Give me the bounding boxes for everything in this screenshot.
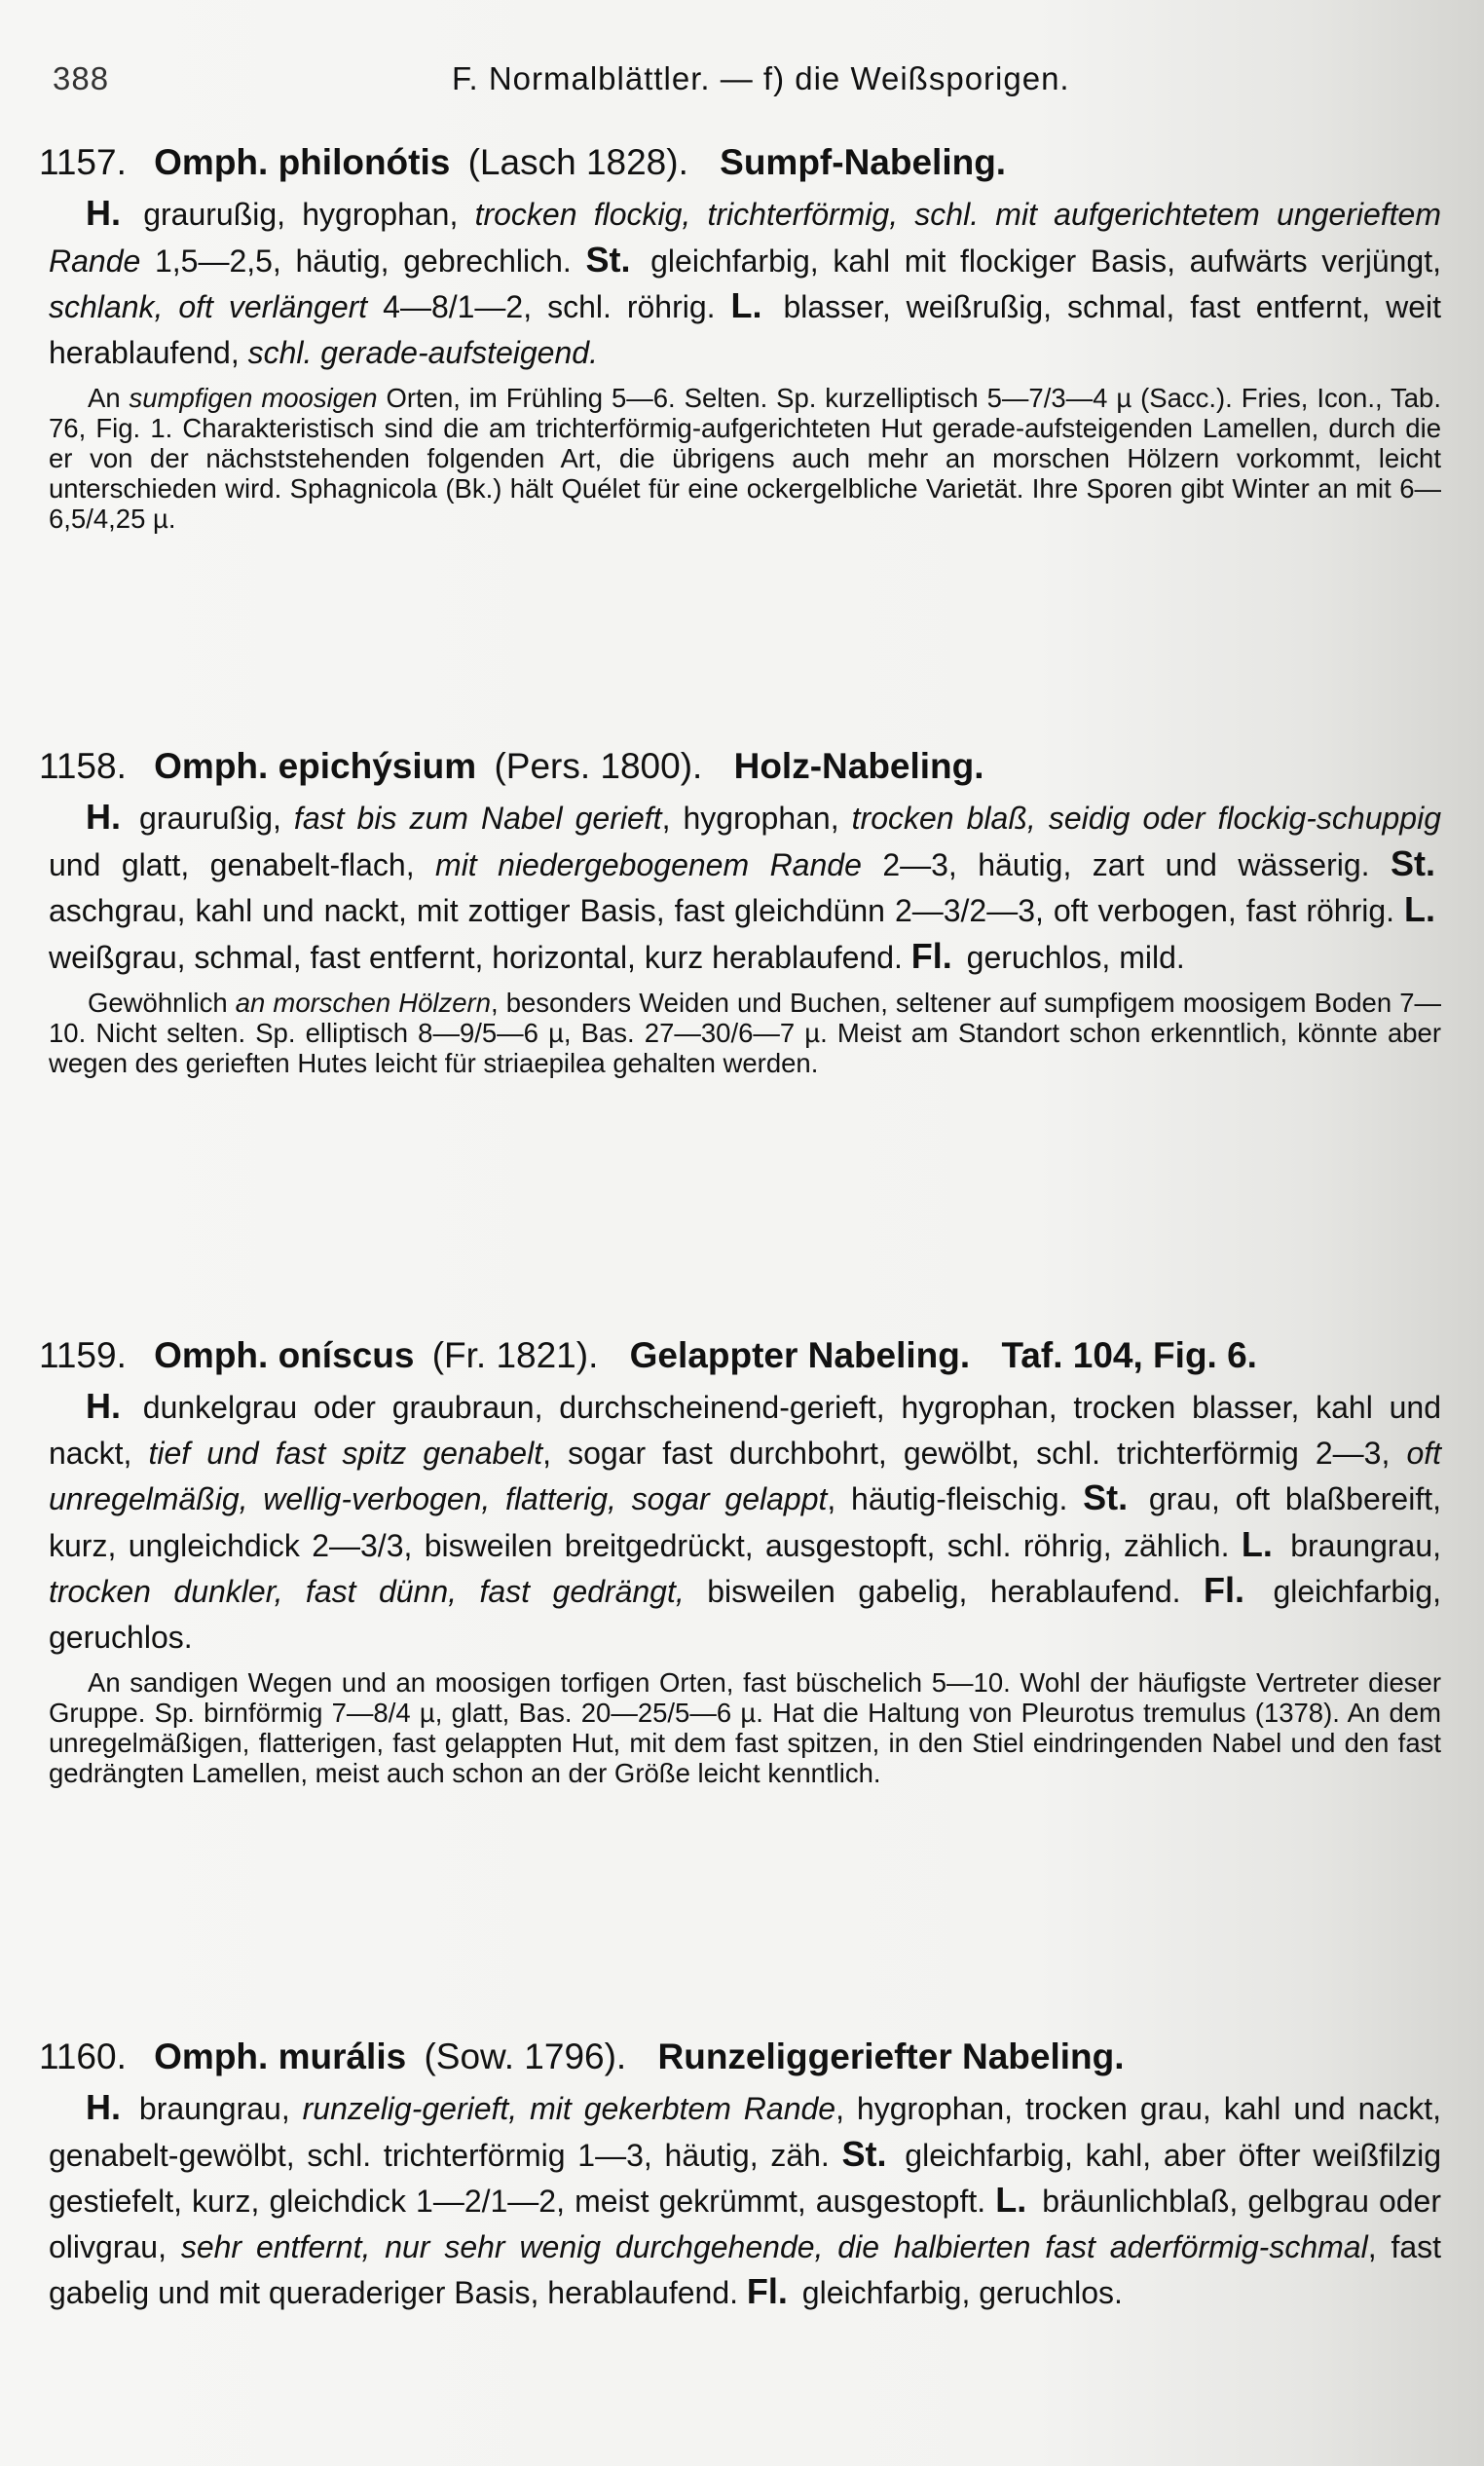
text-run: 4—8/1—2, schl. röhrig. — [367, 289, 731, 324]
species-name: Omph. murális — [154, 2036, 407, 2076]
entry-number: 1159. — [39, 1335, 127, 1375]
italic-text: runzelig-gerieft, mit gekerbtem Rande — [302, 2091, 836, 2126]
italic-text: trocken dunkler, fast dünn, fast gedrängt, — [49, 1574, 685, 1609]
section-key-label: H. — [86, 797, 121, 837]
entry-title — [39, 2031, 1441, 2083]
italic-text: tief und fast spitz genabelt — [148, 1435, 543, 1471]
text-run: braungrau, — [1278, 1527, 1441, 1563]
running-title: F. Normalblättler. — f) die Weißsporigen. — [452, 60, 1070, 96]
section-key-label: L. — [1404, 889, 1435, 929]
species-entry-1158 — [39, 740, 1441, 1078]
common-name: Holz-Nabeling. — [733, 746, 984, 786]
text-run: gleichfarbig, geruchlos. — [793, 2275, 1123, 2310]
species-name: Omph. epichýsium — [154, 746, 477, 786]
section-key-label: Fl. — [746, 2271, 788, 2311]
text-run: blasser, weißrußig, schmal, fast entfernt, weit herablaufend, — [49, 289, 1442, 370]
italic-text: an morschen Hölzern — [235, 988, 491, 1018]
common-name: Sumpf-Nabeling. — [720, 142, 1007, 182]
text-run: Orten, im Frühling 5—6. Selten. Sp. kurzelliptisch 5—7/3—4 µ (Sacc.). Fries, Icon., Tab. 76, Fig. 1. Charakteristisch sind die am trichterförmig-aufgerichteten Hut gerade-aufsteigenden Lamellen, durch die er von der nächststehenden folgenden Art, die übrigens auch mehr an morschen Hölzern vorkommt, leicht unterschieden wird. Sphagnicola (Bk.) hält Quélet für eine ockergelbliche Varietät. Ihre Sporen gibt Winter an mit 6—6,5/4,25 µ. — [49, 383, 1441, 534]
text-run: , fast gabelig und mit queraderiger Basis, herablaufend. — [49, 2228, 1442, 2310]
entry-title — [39, 1329, 1441, 1382]
section-key-label: L. — [730, 285, 762, 325]
text-run: gleichfarbig, kahl, aber öfter weißfilzig gestiefelt, kurz, gleichdick 1—2/1—2, meist gekrümmt, ausgestopft. — [49, 2137, 1442, 2219]
section-key-label: H. — [86, 2087, 121, 2127]
species-author: (Fr. 1821). — [431, 1335, 599, 1375]
entry-number: 1158. — [39, 746, 127, 786]
entry-title — [39, 136, 1441, 189]
plate-reference: Taf. 104, Fig. 6. — [1001, 1335, 1257, 1375]
text-run: geruchlos, mild. — [957, 939, 1185, 975]
text-run: 1,5—2,5, häutig, gebrechlich. — [140, 243, 586, 279]
entry-description — [39, 191, 1441, 375]
text-run: aschgrau, kahl und nackt, mit zottiger Basis, fast gleichdünn 2—3/2—3, oft verbogen, fast röhrig. — [49, 893, 1404, 928]
entry-description — [39, 2085, 1441, 2316]
species-entry-1159 — [39, 1329, 1441, 1788]
italic-text: schl. gerade-aufsteigend. — [247, 334, 598, 370]
italic-text: sehr entfernt, nur sehr wenig durchgehende, die halbierten fast aderförmig-schmal — [180, 2228, 1368, 2264]
common-name: Runzeliggeriefter Nabeling. — [657, 2036, 1125, 2076]
species-author: (Pers. 1800). — [494, 746, 703, 786]
entry-description — [39, 795, 1441, 980]
italic-text: sumpfigen moosigen — [129, 383, 378, 413]
section-key-label: L. — [1241, 1523, 1273, 1564]
text-run: 2—3, häutig, zart und wässerig. — [861, 846, 1391, 882]
species-name: Omph. philonótis — [154, 142, 451, 182]
text-run: , häutig-fleischig. — [827, 1481, 1084, 1516]
text-run: , besonders Weiden und Buchen, seltener auf sumpfigem moosigem Boden 7—10. Nicht selten. Sp. elliptisch 8—9/5—6 µ, Bas. 27—30/6—7 µ. Meist am Standort schon erkenntlich, könnte aber wegen des gerieften Hutes leicht für striaepilea gehalten werden. — [49, 988, 1441, 1078]
section-key-label: St. — [1083, 1477, 1129, 1517]
text-run: , hygrophan, — [661, 801, 852, 836]
section-key-label: St. — [841, 2133, 887, 2174]
section-key-label: St. — [1391, 842, 1436, 883]
text-run: und glatt, genabelt-flach, — [49, 846, 436, 882]
entry-number: 1157. — [39, 142, 127, 182]
text-run: braungrau, — [127, 2091, 303, 2126]
italic-text: schlank, oft verlängert — [49, 289, 368, 324]
entry-title — [39, 740, 1441, 793]
text-run: weißgrau, schmal, fast entfernt, horizontal, kurz herablaufend. — [49, 939, 911, 975]
text-run: dunkelgrau oder graubraun, durchscheinend-gerieft, hygrophan, trocken blasser, kahl und nackt, — [49, 1390, 1441, 1471]
text-run: An — [88, 383, 130, 413]
text-run: graurußig, — [127, 801, 294, 836]
text-run: Gewöhnlich — [88, 988, 236, 1018]
text-run: , hygrophan, trocken grau, kahl und nackt, genabelt-gewölbt, schl. trichterförmig 1—3, häutig, zäh. — [49, 2091, 1442, 2173]
text-run: gleichfarbig, geruchlos. — [49, 1574, 1442, 1655]
italic-text: trocken flockig, trichterförmig, schl. mit aufgerichtetem ungerieftem Rande — [49, 197, 1442, 279]
text-run: An sandigen Wegen und an moosigen torfigen Orten, fast büschelich 5—10. Wohl der häufigste Vertreter dieser Gruppe. Sp. birnförmig 7—8/4 µ, glatt, Bas. 20—25/5—6 µ. Hat die Haltung von Pleurotus tremulus (1378). An dem unregelmäßigen, flatterigen, fast gelappten Hut, mit dem fast spitzen, in den Stiel eindringenden Nabel und den fast gedrängten Lamellen, meist auch schon an der Größe leicht kenntlich. — [49, 1667, 1441, 1788]
entry-note — [39, 383, 1441, 534]
species-author: (Lasch 1828). — [467, 142, 688, 182]
text-run: gleichfarbig, kahl mit flockiger Basis, aufwärts verjüngt, — [636, 243, 1442, 279]
text-run: , sogar fast durchbohrt, gewölbt, schl. trichterförmig 2—3, — [542, 1435, 1407, 1471]
page-header — [53, 60, 1338, 109]
italic-text: oft unregelmäßig, wellig-verbogen, flatterig, sogar gelappt — [49, 1435, 1442, 1516]
entry-description — [39, 1384, 1441, 1660]
species-author: (Sow. 1796). — [424, 2036, 627, 2076]
entry-number: 1160. — [39, 2036, 127, 2076]
italic-text: trocken blaß, seidig oder flockig-schuppig — [851, 801, 1441, 836]
italic-text: fast bis zum Nabel gerieft — [293, 801, 662, 836]
section-key-label: H. — [86, 1386, 121, 1426]
section-key-label: Fl. — [910, 935, 952, 976]
section-key-label: St. — [585, 239, 631, 280]
section-key-label: Fl. — [1204, 1570, 1245, 1610]
page-number: 388 — [53, 60, 110, 96]
section-key-label: H. — [86, 193, 121, 233]
text-run: bräunlichblaß, gelbgrau oder olivgrau, — [49, 2184, 1442, 2264]
section-key-label: L. — [995, 2180, 1027, 2220]
species-entry-1157 — [39, 136, 1441, 534]
text-run: grau, oft blaßbereift, kurz, ungleichdick 2—3/3, bisweilen breitgedrückt, ausgestopft, schl. röhrig, zählich. — [49, 1481, 1442, 1563]
text-run: bisweilen gabelig, herablaufend. — [684, 1574, 1205, 1609]
common-name: Gelappter Nabeling. — [629, 1335, 971, 1375]
species-entry-1160 — [39, 2031, 1441, 2316]
text-run: graurußig, hygrophan, — [127, 197, 475, 232]
entry-note — [39, 988, 1441, 1078]
italic-text: mit niedergebogenem Rande — [435, 846, 862, 882]
species-name: Omph. oníscus — [154, 1335, 415, 1375]
entry-note — [39, 1667, 1441, 1788]
